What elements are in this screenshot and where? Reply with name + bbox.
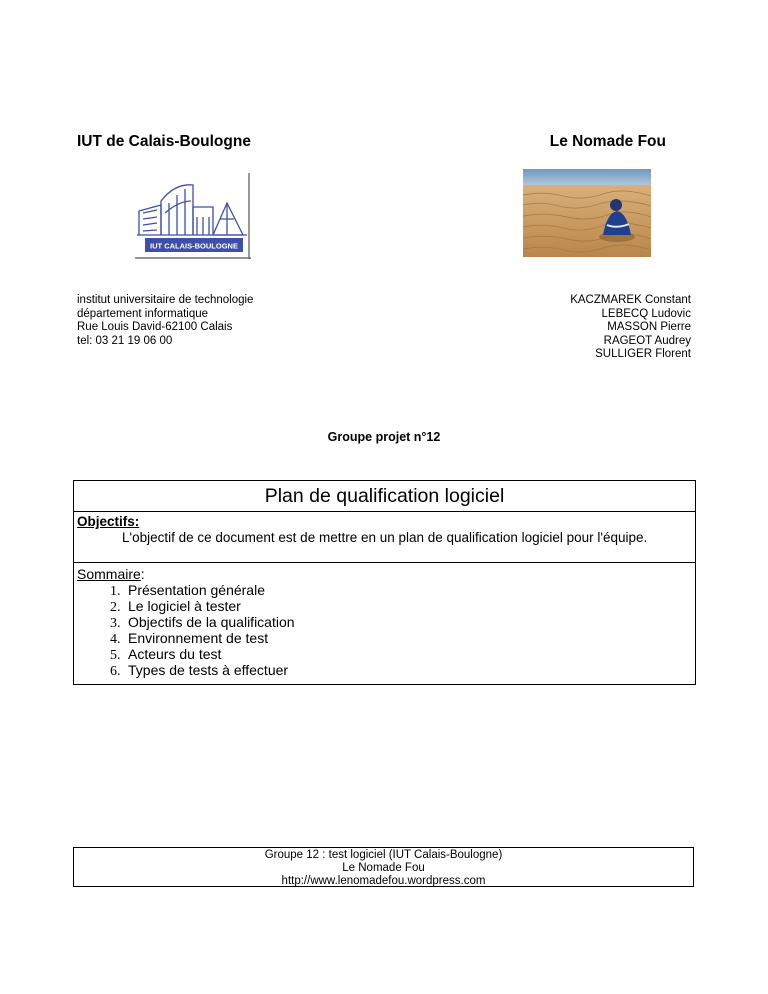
summary-colon: : — [140, 566, 145, 582]
logo-text: IUT CALAIS-BOULOGNE — [150, 241, 238, 251]
summary-item: 3. Objectifs de la qualification — [124, 614, 695, 630]
contact-line: Rue Louis David-62100 Calais — [77, 321, 233, 334]
summary-item: 1. Présentation générale — [124, 582, 695, 598]
team-members — [570, 294, 691, 362]
contact-line: département informatique — [77, 307, 209, 320]
member-name: RAGEOT Audrey — [603, 334, 691, 347]
summary-section — [74, 563, 695, 678]
page-footer — [73, 847, 694, 887]
contact-line: tel: 03 21 19 06 00 — [77, 334, 173, 347]
summary-label: Sommaire — [77, 566, 141, 582]
summary-list — [77, 582, 695, 678]
contact-line: institut universitaire de technologie — [77, 294, 254, 306]
summary-heading — [77, 566, 695, 582]
right-organization: Le Nomade Fou — [549, 133, 666, 150]
summary-item: 2. Le logiciel à tester — [124, 598, 695, 614]
member-name: KACZMAREK Constant — [570, 294, 691, 306]
member-name: SULLIGER Florent — [595, 348, 691, 361]
member-name: LEBECQ Ludovic — [601, 307, 691, 320]
summary-item: 5. Acteurs du test — [124, 646, 695, 662]
member-name: MASSON Pierre — [607, 321, 691, 334]
left-organization: IUT de Calais-Boulogne — [77, 133, 251, 150]
summary-item: 6. Types de tests à effectuer — [124, 662, 695, 678]
footer-url: http://www.lenomadefou.wordpress.com — [281, 875, 486, 887]
objectives-label: Objectifs: — [77, 514, 140, 529]
document-box — [73, 480, 696, 685]
desert-photo — [523, 169, 651, 257]
objectives-text: L'objectif de ce document est de mettre en un plan de qualification logiciel pour l'équipe. — [122, 530, 648, 545]
footer-line: Le Nomade Fou — [342, 862, 425, 874]
objectives-section — [74, 512, 695, 563]
project-group-label: Groupe projet n°12 — [327, 430, 441, 444]
iut-logo — [135, 173, 251, 259]
institute-contact — [77, 294, 253, 348]
summary-item: 4. Environnement de test — [124, 630, 695, 646]
footer-line: Groupe 12 : test logiciel (IUT Calais-Boulogne) — [264, 849, 503, 861]
document-title: Plan de qualification logiciel — [74, 481, 695, 512]
